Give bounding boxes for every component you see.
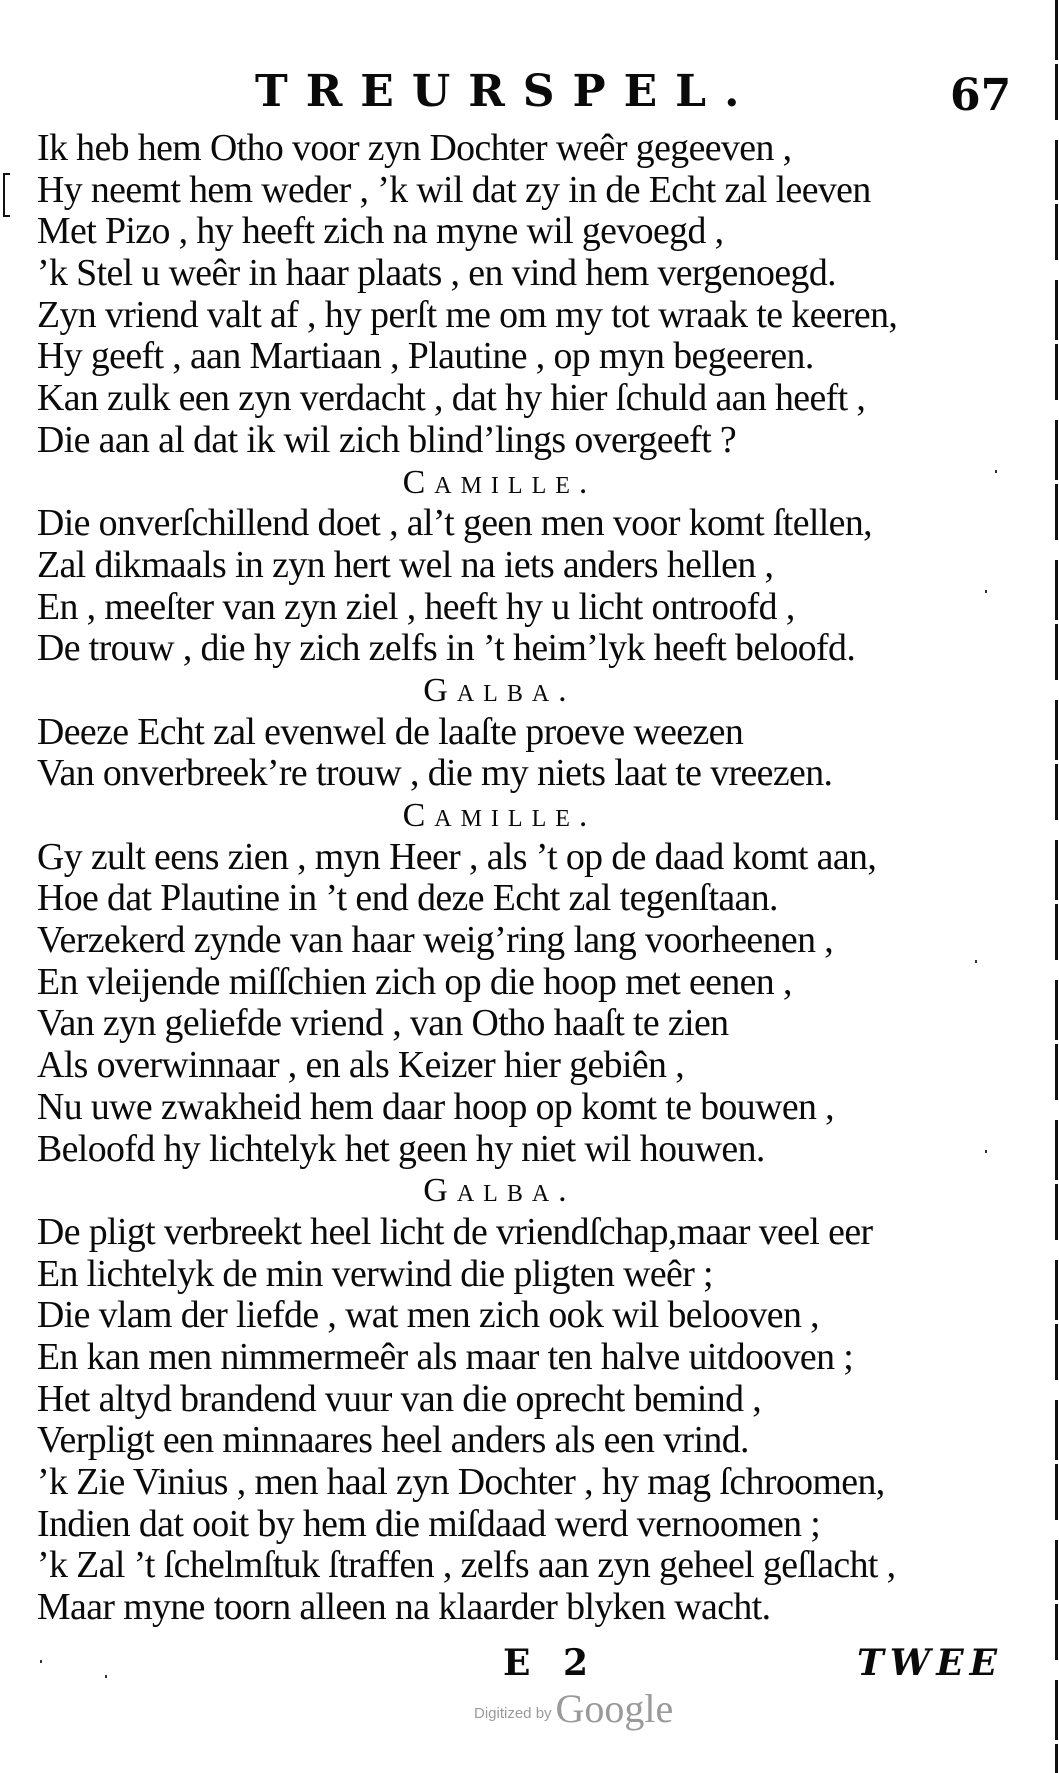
ink-speck <box>985 590 987 593</box>
verse-line: Indien dat ooit by hem die miſdaad werd vernoomen ; <box>37 1502 821 1545</box>
page-number: 67 <box>950 70 1012 121</box>
verse-line: Maar myne toorn alleen na klaarder blyken wacht. <box>37 1586 771 1629</box>
verse-line: En lichtelyk de min verwind die pligten weêr ; <box>37 1252 713 1295</box>
watermark-brand: Google <box>555 1686 674 1731</box>
verse-line: Die vlam der liefde , wat men zich ook wil belooven , <box>37 1294 819 1337</box>
verse-line: Van zyn geliefde vriend , van Otho haaſt te zien <box>37 1002 729 1045</box>
verse-line: Gy zult eens zien , myn Heer , als ’t op de daad komt aan, <box>37 835 877 878</box>
verse-line: Kan zulk een zyn verdacht , dat hy hier ſchuld aan heeft , <box>37 377 866 420</box>
verse-line: Hy geeft , aan Martiaan , Plautine , op myn begeeren. <box>37 335 814 378</box>
margin-bracket-mark <box>3 173 10 217</box>
verse-line: Nu uwe zwakheid hem daar hoop op komt te bouwen , <box>37 1085 835 1128</box>
signature-mark: E 2 <box>503 1642 599 1684</box>
catchword: TWEE <box>857 1642 1004 1684</box>
ink-speck <box>975 960 977 963</box>
verse-line: Deeze Echt zal evenwel de laaſte proeve weezen <box>37 710 744 753</box>
verse-line: Ik heb hem Otho voor zyn Dochter weêr gegeeven , <box>37 127 792 169</box>
ink-speck <box>40 1660 42 1663</box>
running-head: TREURSPEL. <box>255 66 758 117</box>
speaker-heading: Camille. <box>402 797 597 834</box>
verse-line: En , meeſter van zyn ziel , heeft hy u licht ontroofd , <box>37 585 795 628</box>
page-edge-border <box>1055 0 1058 1773</box>
verse-line: Het altyd brandend vuur van die oprecht bemind , <box>37 1377 762 1420</box>
ink-speck <box>985 1150 987 1153</box>
verse-line: Die aan al dat ik wil zich blind’lings overgeeft ? <box>37 418 737 461</box>
verse-line: ’k Zal ’t ſchelmſtuk ſtraffen , zelfs aan zyn geheel geſlacht , <box>37 1544 896 1587</box>
verse-line: Die onverſchillend doet , al’t geen men voor komt ſtellen, <box>37 502 873 545</box>
verse-line: Zal dikmaals in zyn hert wel na iets anders hellen , <box>37 543 774 586</box>
speaker-heading: Camille. <box>402 463 597 501</box>
ink-speck <box>105 1675 107 1678</box>
play-text <box>37 128 1017 1629</box>
verse-line: Hy neemt hem weder , ’k wil dat zy in de Echt zal leeven <box>37 168 871 211</box>
verse-line: Verpligt een minnaares heel anders als een vrind. <box>37 1419 749 1462</box>
verse-line: Met Pizo , hy heeft zich na myne wil gevoegd , <box>37 210 724 253</box>
ink-speck <box>995 470 997 473</box>
verse-line: En vleijende miſſchien zich op die hoop met eenen , <box>37 960 792 1003</box>
speaker-heading: Galba. <box>423 1172 576 1210</box>
verse-line: ’k Stel u weêr in haar plaats , en vind hem vergenoegd. <box>37 252 836 295</box>
verse-line: ’k Zie Vinius , men haal zyn Dochter , hy mag ſchroomen, <box>37 1461 885 1503</box>
verse-line: Beloofd hy lichtelyk het geen hy niet wil houwen. <box>37 1127 765 1170</box>
verse-line: En kan men nimmermeêr als maar ten halve uitdooven ; <box>37 1335 854 1378</box>
digitized-by-google-watermark <box>474 1685 673 1732</box>
verse-line: Van onverbreek’re trouw , die my niets laat te vreezen. <box>37 752 833 795</box>
verse-line: Zyn vriend valt af , hy perſt me om my tot wraak te keeren, <box>37 293 898 336</box>
verse-line: Hoe dat Plautine in ’t end deze Echt zal tegenſtaan. <box>37 877 778 920</box>
verse-line: De pligt verbreekt heel licht de vriendſchap,maar veel eer <box>37 1210 873 1253</box>
verse-line: De trouw , die hy zich zelfs in ’t heim’lyk heeft beloofd. <box>37 627 856 670</box>
verse-line: Verzekerd zynde van haar weig’ring lang voorheenen , <box>37 919 834 962</box>
watermark-prefix: Digitized by <box>474 1705 552 1722</box>
speaker-heading: Galba. <box>423 671 576 709</box>
verse-line: Als overwinnaar , en als Keizer hier gebiên , <box>37 1044 685 1087</box>
